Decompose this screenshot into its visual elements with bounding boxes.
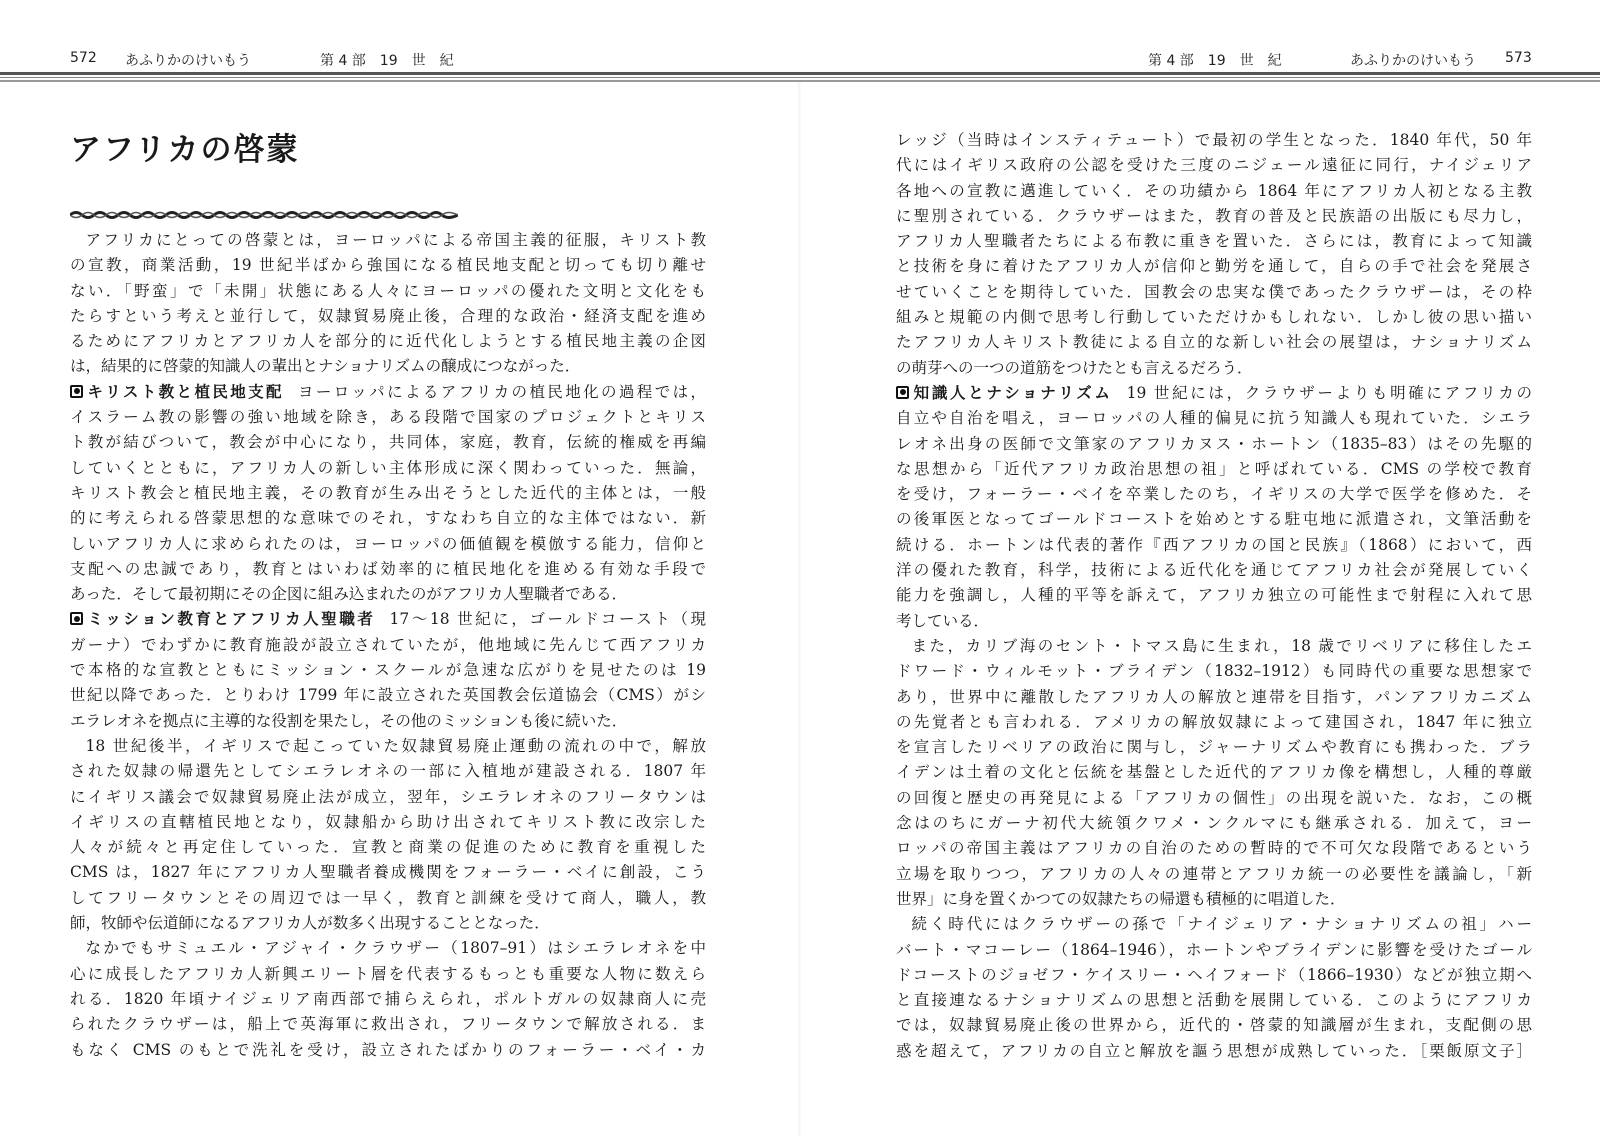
text-line: バート・マコーレー（1864–1946），ホートンやブライデンに影響を受けたゴール — [896, 940, 1532, 959]
text-line: していくとともに，アフリカ人の新しい主体形成に深く関わっていった．無論， — [70, 458, 706, 477]
text-line: では，奴隷貿易廃止後の世界から，近代的・啓蒙的知識層が生まれ，支配側の思 — [896, 1016, 1532, 1035]
left-page-number: 572 — [70, 50, 97, 66]
text-line: を受け，フォーラー・ベイを卒業したのち，イギリスの大学で医学を修めた．そ — [896, 485, 1532, 504]
text-line: 自立や自治を唱え，ヨーロッパの人種的偏見に抗う知識人も現れていた．シエラ — [896, 409, 1532, 428]
text-line: たアフリカ人キリスト教徒による自立的な新しい社会の展望は，ナショナリズム — [896, 333, 1532, 352]
text-line: 18 世紀後半，イギリスで起こっていた奴隷貿易廃止運動の流れの中で，解放 — [85, 736, 706, 755]
section-mark-icon — [70, 612, 83, 625]
text-line: 世紀以降であった．とりわけ 1799 年に設立された英国教会伝道協会（CMS）がシ — [70, 686, 706, 705]
text-line: エラレオネを拠点に主導的な役割を果たし，その他のミッションも後に続いた． — [70, 711, 628, 730]
text-line: の萌芽への一つの道筋をつけたとも言えるだろう． — [896, 358, 1253, 377]
book-gutter — [798, 82, 802, 1136]
right-page-number: 573 — [1505, 50, 1532, 66]
text-line: 的に考えられる啓蒙思想的な意味でのそれ，すなわち自立的な主体ではない．新 — [70, 509, 706, 528]
text-line: の後軍医となってゴールドコーストを始めとする駐屯地に派遣され，文筆活動を — [896, 510, 1532, 529]
right-running-title: あふりかのけいもう — [1350, 53, 1476, 69]
text-line: 続ける．ホートンは代表的著作『西アフリカの国と民族』（1868）において，西 — [896, 535, 1532, 554]
left-column — [70, 228, 706, 1063]
text-line: してフリータウンとその周辺では一早く，教育と訓練を受けて商人，職人，教 — [70, 888, 706, 907]
text-line: アフリカにとっての啓蒙とは，ヨーロッパによる帝国主義的征服，キリスト教 — [85, 231, 706, 249]
header-rule-thick — [0, 72, 1600, 75]
text-line: 考している． — [896, 611, 990, 630]
text-line: ガーナ）でわずかに教育施設が設立されていたが，他地域に先んじて西アフリカ — [70, 635, 706, 654]
text-line: キリスト教会と植民地主義，その教育が生み出そうとした近代的主体とは，一般 — [70, 483, 706, 502]
title-ornament — [70, 210, 458, 220]
text-line: の先覚者とも言われる．アメリカの解放奴隷によって建国され，1847 年に独立 — [896, 712, 1532, 731]
text-line: ドコーストのジョゼフ・ケイスリー・ヘイフォード（1866–1930）などが独立期へ — [896, 965, 1532, 984]
text-line: 続く時代にはクラウザーの孫で「ナイジェリア・ナショナリズムの祖」ハー — [911, 915, 1532, 934]
text-line: レオネ出身の医師で文筆家のアフリカヌス・ホートン（1835–83）はその先駆的 — [896, 434, 1532, 453]
text-line: 念はのちにガーナ初代大統領クワメ・ンクルマにも継承される．加えて，ヨー — [896, 814, 1532, 833]
text-line: ドワード・ウィルモット・ブライデン（1832–1912）も同時代の重要な思想家で — [896, 662, 1532, 681]
text-line: あり，世界中に離散したアフリカ人の解放と連帯を目指す，パンアフリカニズム — [896, 687, 1532, 706]
text-line: なかでもサミュエル・アジャイ・クラウザー（1807–91）はシエラレオネを中 — [85, 939, 706, 958]
header-rule-thin — [0, 77, 1600, 78]
text-line: たらすという考えと並行して，奴隷貿易廃止後，合理的な政治・経済支配を進め — [70, 306, 706, 325]
text-line: 人々が続々と再定住していった．宣教と商業の促進のために教育を重視した — [70, 838, 706, 857]
text-line: イスラーム教の影響の強い地域を除き，ある段階で国家のプロジェクトとキリス — [70, 408, 706, 427]
text-line: アフリカ人聖職者たちによる布教に重きを置いた．さらには，教育によって知識 — [896, 232, 1532, 251]
text-line: ヨーロッパによるアフリカの植民地化の過程では， — [297, 382, 706, 401]
text-line: せていくことを期待していた．国教会の忠実な僕であったクラウザーは，その枠 — [896, 282, 1532, 301]
text-line: 能力を強調し，人種的平等を訴えて，アフリカ独立の可能性まで射程に入れて思 — [896, 586, 1532, 605]
text-line: るためにアフリカとアフリカ人を部分的に近代化しようとする植民地主義の企図 — [70, 332, 706, 351]
text-line: と直接連なるナショナリズムの思想と活動を展開している．このようにアフリカ — [896, 991, 1532, 1010]
text-line: られたクラウザーは，船上で英海軍に救出され，フリータウンで解放される．ま — [70, 1015, 706, 1034]
text-line: 代にはイギリス政府の公認を受けた三度のニジェール遠征に同行，ナイジェリア — [896, 156, 1532, 175]
section-heading: ミッション教育とアフリカ人聖職者 — [85, 610, 376, 629]
text-line: に聖別されている．クラウザーはまた，教育の普及と民族語の出版にも尽力し， — [896, 206, 1532, 225]
section-heading: 知識人とナショナリズム — [911, 383, 1113, 402]
text-line: しいアフリカ人に求められたのは，ヨーロッパの価値観を模倣する能力，信仰と — [70, 534, 706, 553]
text-line: 組みと規範の内側で思考し行動していただけかもしれない．しかし彼の思い描い — [896, 308, 1532, 327]
article-title: アフリカの啓蒙 — [70, 132, 300, 168]
right-column — [896, 128, 1532, 1064]
text-line: イデンは土着の文化と伝統を基盤とした近代的アフリカ像を構想し，人種的尊厳 — [896, 763, 1532, 782]
text-line: 洋の優れた教育，科学，技術による近代化を通じてアフリカ社会が発展していく — [896, 561, 1532, 580]
section-heading-line — [70, 380, 706, 405]
text-line: 支配への忠誠であり，教育とはいわば効率的に植民地化を進める有効な手段で — [70, 559, 706, 578]
text-line: ト教が結びついて，教会が中心になり，共同体，家庭，教育，伝統的権威を再編 — [70, 433, 706, 452]
text-line: 立場を取りつつ，アフリカの人々の連帯とアフリカ統一の必要性を議論し，「新 — [896, 864, 1532, 883]
text-line: 心に成長したアフリカ人新興エリート層を代表するもっとも重要な人物に数えら — [70, 964, 706, 983]
section-heading-line — [896, 381, 1532, 406]
text-line: CMS は，1827 年にアフリカ人聖職者養成機関をフォーラー・ベイに創設，こう — [70, 863, 706, 882]
text-line: れる．1820 年頃ナイジェリア南西部で捕らえられ，ポルトガルの奴隷商人に売 — [70, 989, 706, 1008]
text-line: 師，牧師や伝道師になるアフリカ人が数多く出現することとなった． — [70, 914, 550, 933]
text-line: を宣言したリベリアの政治に関与し，ジャーナリズムや教育にも携わった．ブラ — [896, 738, 1532, 757]
section-mark-icon — [896, 386, 909, 399]
text-line: な思想から「近代アフリカ政治思想の祖」と呼ばれている．CMS の学校で教育 — [896, 459, 1532, 478]
text-line: と技術を身に着けたアフリカ人が信仰と勤労を通して，自らの手で社会を発展さ — [896, 257, 1532, 276]
text-line: 各地への宣教に邁進していく．その功績から 1864 年にアフリカ人初となる主教 — [896, 181, 1532, 200]
text-line: レッジ（当時はインスティテュート）で最初の学生となった．1840 年代，50 年 — [896, 131, 1532, 149]
text-line: もなく CMS のもとで洗礼を受け，設立されたばかりのフォーラー・ベイ・カ — [70, 1040, 706, 1059]
text-line: 19 世紀には，クラウザーよりも明確にアフリカの — [1126, 383, 1532, 402]
text-line: ロッパの帝国主義はアフリカの自治のための暫時的で不可欠な段階であるという — [896, 839, 1532, 858]
text-line: で本格的な宣教とともにミッション・スクールが急速な広がりを見せたのは 19 — [70, 661, 706, 680]
text-line: 惑を超えて，アフリカの自立と解放を謳う思想が成熟していった．［栗飯原文子］ — [896, 1041, 1532, 1060]
text-line: 17～18 世紀に，ゴールドコースト（現 — [389, 610, 706, 629]
text-line: 世界」に身を置くかつての奴隷たちの帰還も積極的に唱道した． — [896, 889, 1346, 908]
right-part-label: 第 4 部 19 世 紀 — [1148, 53, 1282, 69]
section-heading-line — [70, 607, 706, 632]
text-line: の回復と歴史の再発見による「アフリカの個性」の出現を説いた．なお，この概 — [896, 788, 1532, 807]
text-line: イギリスの直轄植民地となり，奴隷船から助け出されてキリスト教に改宗した — [70, 812, 706, 831]
section-mark-icon — [70, 385, 83, 398]
text-line: された奴隷の帰還先としてシエラレオネの一部に入植地が建設される．1807 年 — [70, 762, 706, 781]
left-running-title: あふりかのけいもう — [125, 53, 251, 69]
text-line: は，結果的に啓蒙的知識人の輩出とナショナリズムの醸成につながった． — [70, 357, 581, 376]
text-line: あった．そして最初期にその企図に組み込まれたのがアフリカ人聖職者である． — [70, 585, 628, 604]
text-line: の宣教，商業活動，19 世紀半ばから強国になる植民地支配と切っても切り離せ — [70, 256, 706, 275]
text-line: ない．「野蛮」で「未開」状態にある人々にヨーロッパの優れた文明と文化をも — [70, 281, 706, 300]
section-heading: キリスト教と植民地支配 — [85, 382, 284, 401]
text-line: にイギリス議会で奴隷貿易廃止法が成立，翌年，シエラレオネのフリータウンは — [70, 787, 706, 806]
left-part-label: 第 4 部 19 世 紀 — [320, 53, 454, 69]
text-line: また，カリブ海のセント・トマス島に生まれ，18 歳でリベリアに移住したエ — [911, 636, 1532, 655]
